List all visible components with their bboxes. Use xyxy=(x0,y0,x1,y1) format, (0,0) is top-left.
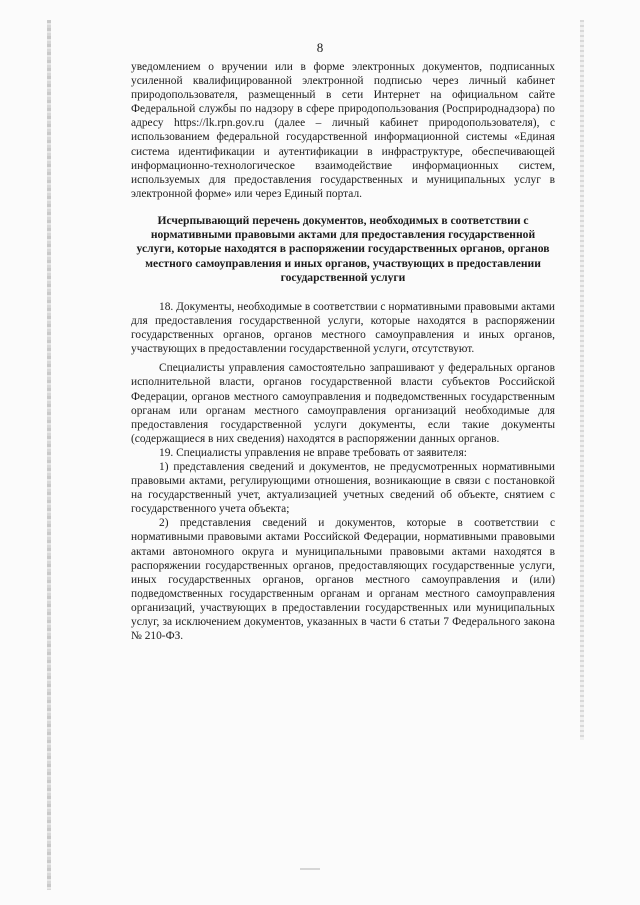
intro-paragraph: уведомлением о вручении или в форме электронных документов, подписанных усиленной квалифицированной электронной подписью через личный кабинет природопользователя, размещенный в сети Интернет на официальном сайте Федеральной службы по надзору в сфере природопользования (Росприроднадзора) по адресу https://lk.rpn.gov.ru (далее – личный кабинет природопользователя), с использованием федеральной государственной информационной системы «Единая система идентификации и аутентификации в инфраструктуре, обеспечивающей информационно-технологическое взаимодействие информационных систем, используемых для предоставления государственных и муниципальных услуг в электронной форме» или через Единый портал. xyxy=(131,61,555,200)
paragraph-19: 19. Специалисты управления не вправе требовать от заявителя: xyxy=(159,446,467,459)
paragraph-19-item-1: 1) представления сведений и документов, не предусмотренных нормативными правовыми актами, регулирующими отношения, возникающие в связи с постановкой на государственный учет, актуализацией учетных сведений об объекте, снятием с государственного учета объекта; xyxy=(131,460,555,516)
scan-edge-left xyxy=(47,20,51,890)
page-number: 8 xyxy=(316,40,324,55)
section-heading: Исчерпывающий перечень документов, необходимых в соответствии с нормативными правовыми актами для предоставления государственной услуги, которые находятся в распоряжении государственных органов, органов местного самоуправления и иных органов, участвующих в предоставлении государственной услуги xyxy=(136,213,550,284)
document-body xyxy=(131,60,555,643)
paragraph-18: 18. Документы, необходимые в соответствии с нормативными правовыми актами для предоставления государственной услуги, которые находятся в распоряжении государственных органов, органов местного самоуправления и иных органов, участвующих в предоставлении государственной услуги, отсутствуют. xyxy=(131,300,555,356)
paragraph-specialists-request: Специалисты управления самостоятельно запрашивают у федеральных органов исполнительной власти, органов государственной власти субъектов Российской Федерации, органов местного самоуправления и подведомственных государственным органам или органам местного самоуправления организаций необходимые для предоставления государственной услуги документы, если такие документы (содержащиеся в них сведения) находятся в распоряжении данных органов. xyxy=(131,362,555,445)
scan-mark-bottom xyxy=(300,868,320,870)
paragraph-19-item-2: 2) представления сведений и документов, которые в соответствии с нормативными правовыми актами Российской Федерации, нормативными правовыми актами автономного округа и муниципальными правовыми актами находятся в распоряжении государственных органов, предоставляющих государственные услуги, иных государственных органов, органов местного самоуправления и (или) подведомственных государственным органам и органам местного самоуправления организаций, участвующих в предоставлении государственных или муниципальных услуг, за исключением документов, указанных в части 6 статьи 7 Федерального закона № 210-ФЗ. xyxy=(131,517,555,643)
scan-edge-right xyxy=(580,20,584,740)
